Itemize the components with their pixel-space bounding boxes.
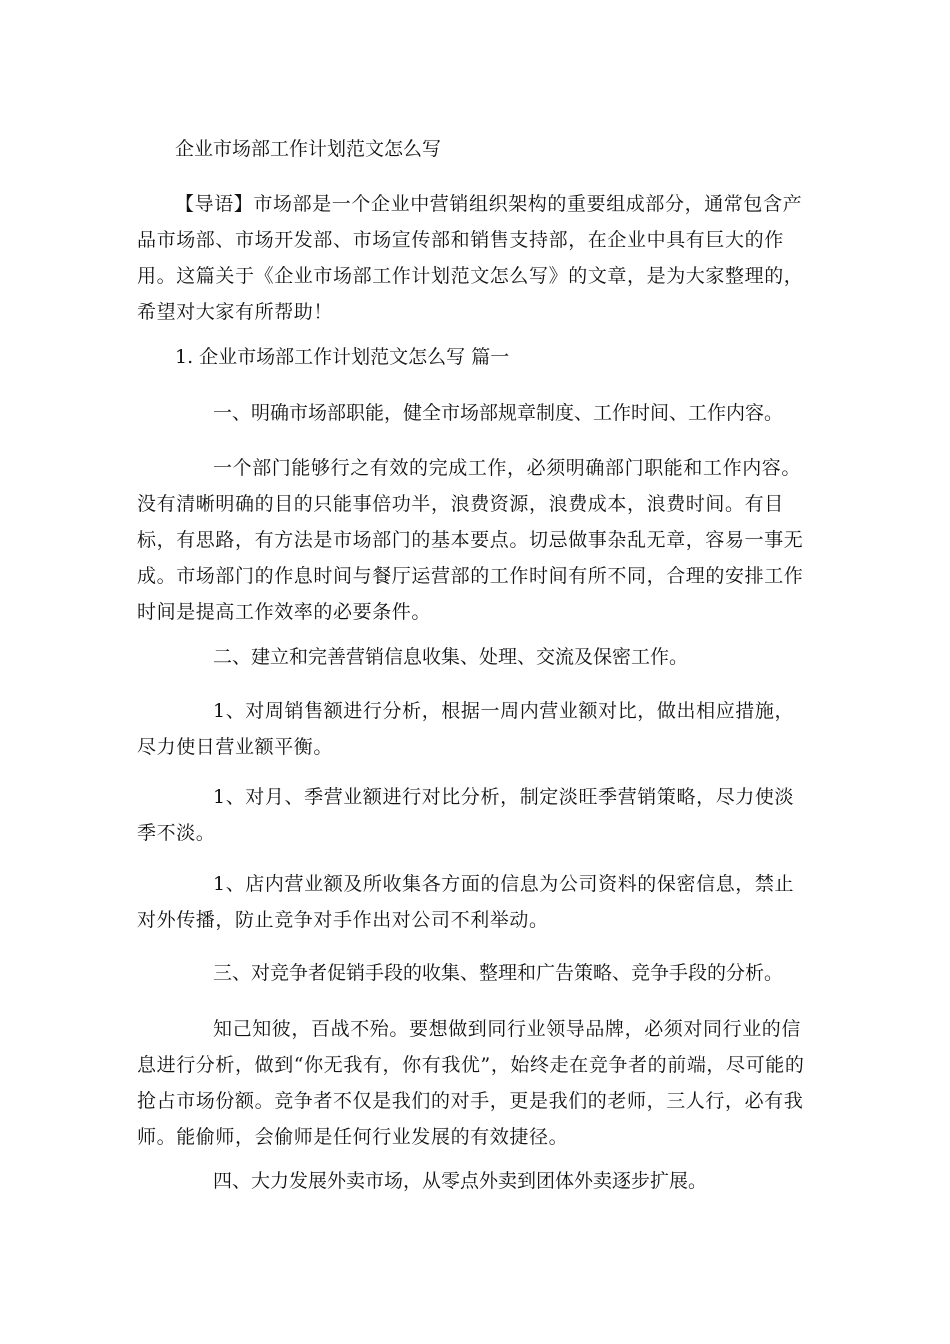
heading-1: 一、明确市场部职能，健全市场部规章制度、工作时间、工作内容。 xyxy=(213,402,784,424)
paragraph-2c: 1、店内营业额及所收集各方面的信息为公司资料的保密信息，禁止对外传播，防止竞争对手作出对公司不利举动。 xyxy=(137,873,795,931)
section-title: 1. 企业市场部工作计划范文怎么写 篇一 xyxy=(175,346,510,368)
heading-2: 二、建立和完善营销信息收集、处理、交流及保密工作。 xyxy=(213,646,689,668)
document-title: 企业市场部工作计划范文怎么写 xyxy=(175,138,442,160)
heading-3: 三、对竞争者促销手段的收集、整理和广告策略、竞争手段的分析。 xyxy=(213,962,784,984)
intro-paragraph: 【导语】市场部是一个企业中营销组织架构的重要组成部分，通常包含产品市场部、市场开发部、市场宣传部和销售支持部，在企业中具有巨大的作用。这篇关于《企业市场部工作计划范文怎么写》的文章，是为大家整理的，希望对大家有所帮助！ xyxy=(137,193,804,323)
paragraph-1: 一个部门能够行之有效的完成工作，必须明确部门职能和工作内容。没有清晰明确的目的只能事倍功半，浪费资源，浪费成本，浪费时间。有目标，有思路，有方法是市场部门的基本要点。切忌做事杂乱无章，容易一事无成。市场部门的作息时间与餐厅运营部的工作时间有所不同，合理的安排工作时间是提高工作效率的必要条件。 xyxy=(137,457,804,623)
paragraph-2b: 1、对月、季营业额进行对比分析，制定淡旺季营销策略，尽力使淡季不淡。 xyxy=(137,786,795,844)
paragraph-3: 知己知彼，百战不殆。要想做到同行业领导品牌，必须对同行业的信息进行分析，做到“你无我有，你有我优”，始终走在竞争者的前端，尽可能的抢占市场份额。竞争者不仅是我们的对手，更是我们的老师，三人行，必有我师。能偷师，会偷师是任何行业发展的有效捷径。 xyxy=(137,1018,805,1148)
paragraph-2a: 1、对周销售额进行分析，根据一周内营业额对比，做出相应措施，尽力使日营业额平衡。 xyxy=(137,700,795,758)
heading-4: 四、大力发展外卖市场，从零点外卖到团体外卖逐步扩展。 xyxy=(213,1170,708,1192)
